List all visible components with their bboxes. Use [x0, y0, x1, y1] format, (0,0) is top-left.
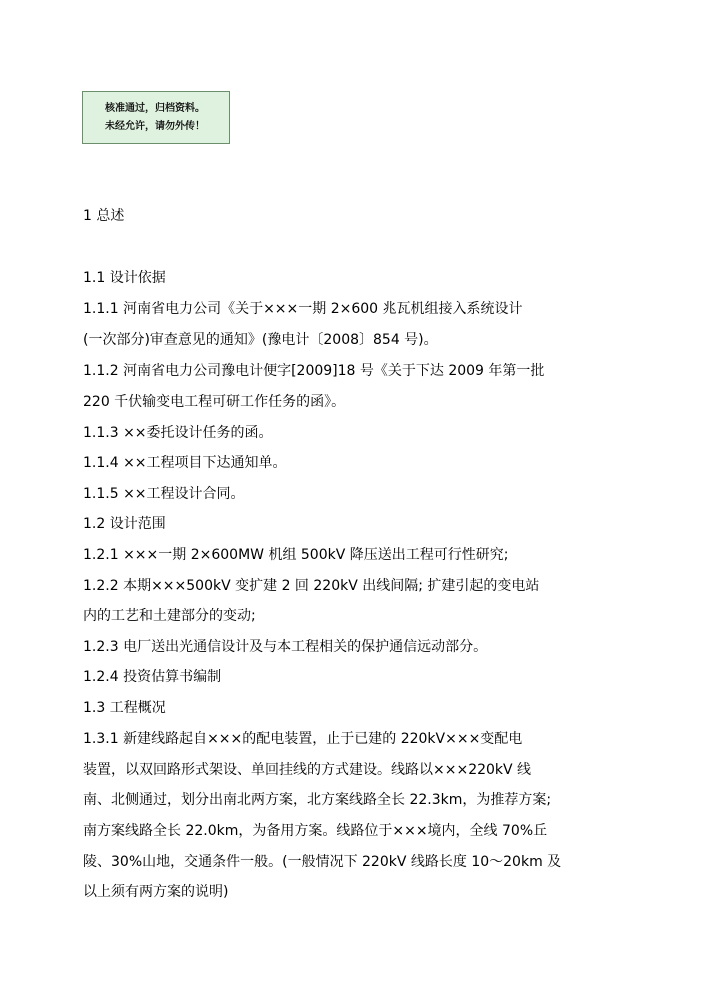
- doc-line-1-2-4: 1.2.4 投资估算书编制: [83, 669, 222, 685]
- doc-line-1-3-1-cont-5: 以上须有两方案的说明): [83, 884, 229, 900]
- doc-line-1-2-2: 1.2.2 本期×××500kV 变扩建 2 回 220kV 出线间隔; 扩建引起的变电站: [83, 578, 540, 594]
- doc-line-1-1-3: 1.1.3 ××委托设计任务的函。: [83, 425, 273, 441]
- doc-line-1-2-3: 1.2.3 电厂送出光通信设计及与本工程相关的保护通信远动部分。: [83, 639, 488, 655]
- doc-line-1-3-1-cont-4: 陵、30%山地，交通条件一般。(一般情况下 220kV 线路长度 10～20km 及: [83, 854, 562, 870]
- doc-line-1-1-2: 1.1.2 河南省电力公司豫电计便字[2009]18 号《关于下达 2009 年第一批: [83, 363, 545, 379]
- doc-line-1-2-1: 1.2.1 ×××一期 2×600MW 机组 500kV 降压送出工程可行性研究;: [83, 547, 509, 563]
- stamp-line-1: 核准通过，归档资料。: [105, 102, 205, 114]
- doc-line-1-1-4: 1.1.4 ××工程项目下达通知单。: [83, 455, 287, 471]
- doc-line-1-2-2-cont: 内的工艺和土建部分的变动;: [83, 608, 256, 624]
- doc-line-1-3-1: 1.3.1 新建线路起自×××的配电装置，止于已建的 220kV×××变配电: [83, 731, 523, 747]
- doc-line-1-3: 1.3 工程概况: [83, 700, 166, 716]
- doc-line-1-3-1-cont-1: 装置，以双回路形式架设、单回挂线的方式建设。线路以×××220kV 线: [83, 762, 532, 778]
- doc-line-1-3-1-cont-2: 南、北侧通过，划分出南北两方案，北方案线路全长 22.3km，为推荐方案;: [83, 792, 552, 808]
- doc-line-1-2: 1.2 设计范围: [83, 516, 166, 532]
- doc-line-1-1-1: 1.1.1 河南省电力公司《关于×××一期 2×600 兆瓦机组接入系统设计: [83, 301, 523, 317]
- doc-line-1-1-5: 1.1.5 ××工程设计合同。: [83, 486, 245, 502]
- doc-line-1-3-1-cont-3: 南方案线路全长 22.0km，为备用方案。线路位于×××境内，全线 70%丘: [83, 823, 548, 839]
- doc-line-1-1-1-cont: (一次部分)审查意见的通知》(豫电计〔2008〕854 号)。: [83, 332, 438, 348]
- doc-line-1-1-2-cont: 220 千伏输变电工程可研工作任务的函》。: [83, 394, 346, 410]
- section-title: 1 总述: [83, 208, 125, 224]
- doc-line-1-1: 1.1 设计依据: [83, 270, 166, 286]
- stamp-line-2: 未经允许，请勿外传！: [105, 120, 205, 132]
- approval-stamp: [82, 91, 230, 144]
